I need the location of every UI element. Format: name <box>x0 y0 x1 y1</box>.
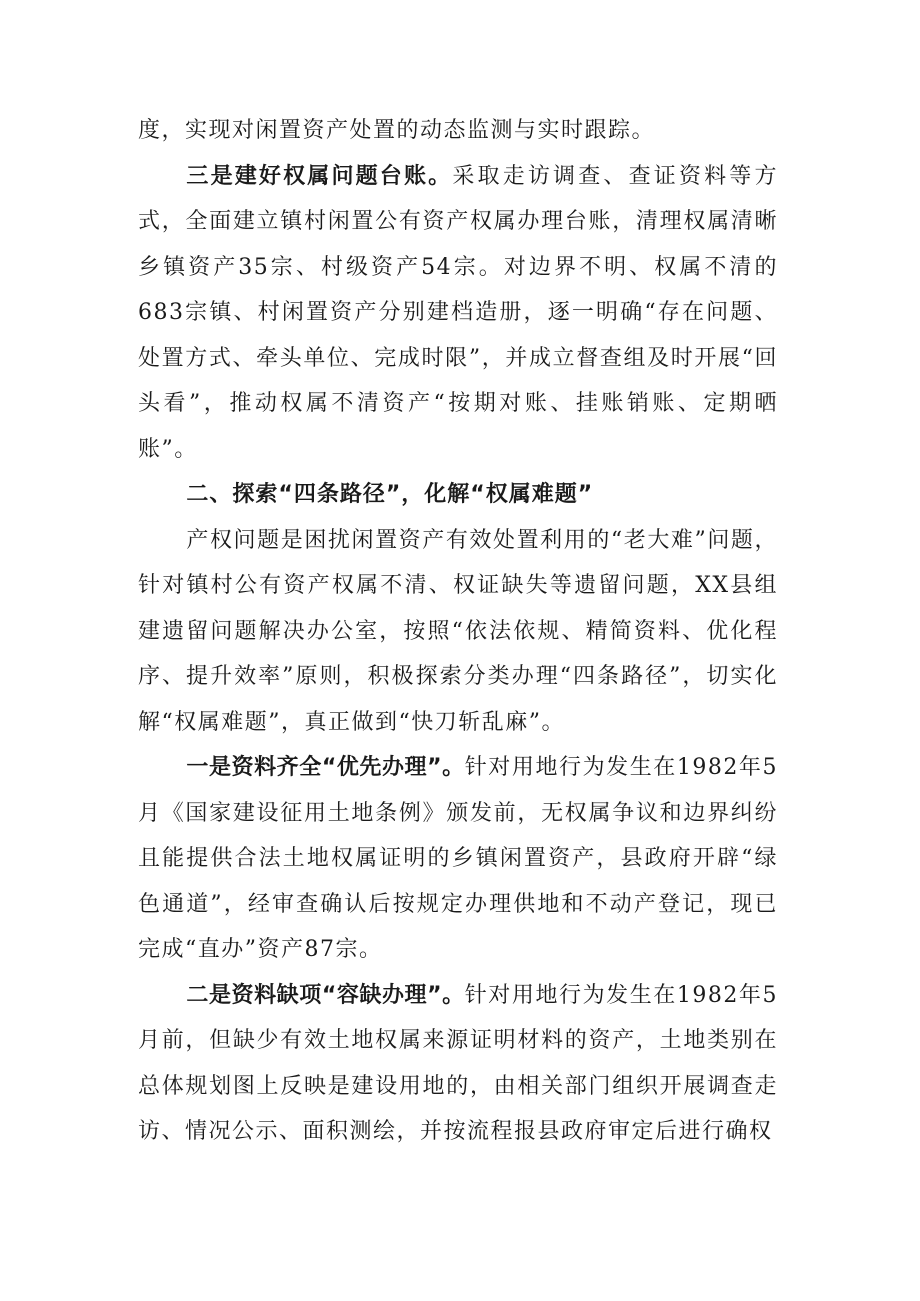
section-heading-text: 二、探索“四条路径”，化解“权属难题” <box>186 482 594 507</box>
paragraph-intro <box>138 518 778 746</box>
paragraph-text: 针对用地行为发生在1982年5月前，但缺少有效土地权属来源证明材料的资产，土地类别在总体规划图上反映是建设用地的，由相关部门组织开展调查走访、情况公示、面积测绘，并按流程报县政府审定后进行确权 <box>138 982 778 1144</box>
paragraph-ledger <box>138 154 778 473</box>
paragraph-lead: 三是建好权属问题台账。 <box>186 163 453 189</box>
paragraph-tolerance <box>138 973 778 1155</box>
paragraph-text: 采取走访调查、查证资料等方式，全面建立镇村闲置公有资产权属办理台账，清理权属清晰乡镇资产35宗、村级资产54宗。对边界不明、权属不清的683宗镇、村闲置资产分别建档造册，逐一明确“存在问题、处置方式、牵头单位、完成时限”，并成立督查组及时开展“回头看”，推动权属不清资产“按期对账、挂账销账、定期晒账”。 <box>138 163 778 462</box>
paragraph-continuation <box>138 108 778 154</box>
paragraph-lead: 一是资料齐全“优先办理”。 <box>186 755 465 780</box>
document-body <box>138 108 778 1155</box>
paragraph-text: 度，实现对闲置资产处置的动态监测与实时跟踪。 <box>138 118 656 143</box>
paragraph-text: 针对用地行为发生在1982年5月《国家建设征用土地条例》颁发前，无权属争议和边界纠纷且能提供合法土地权属证明的乡镇闲置资产，县政府开辟“绿色通道”，经审查确认后按规定办理供地和不动产登记，现已完成“直办”资产87宗。 <box>138 755 778 962</box>
paragraph-text: 产权问题是困扰闲置资产有效处置利用的“老大难”问题，针对镇村公有资产权属不清、权证缺失等遗留问题，XX县组建遗留问题解决办公室，按照“依法依规、精简资料、优化程序、提升效率”原则，积极探索分类办理“四条路径”，切实化解“权属难题”，真正做到“快刀斩乱麻”。 <box>138 527 778 735</box>
section-heading <box>138 472 778 518</box>
paragraph-priority <box>138 745 778 973</box>
paragraph-lead: 二是资料缺项“容缺办理”。 <box>186 982 465 1008</box>
